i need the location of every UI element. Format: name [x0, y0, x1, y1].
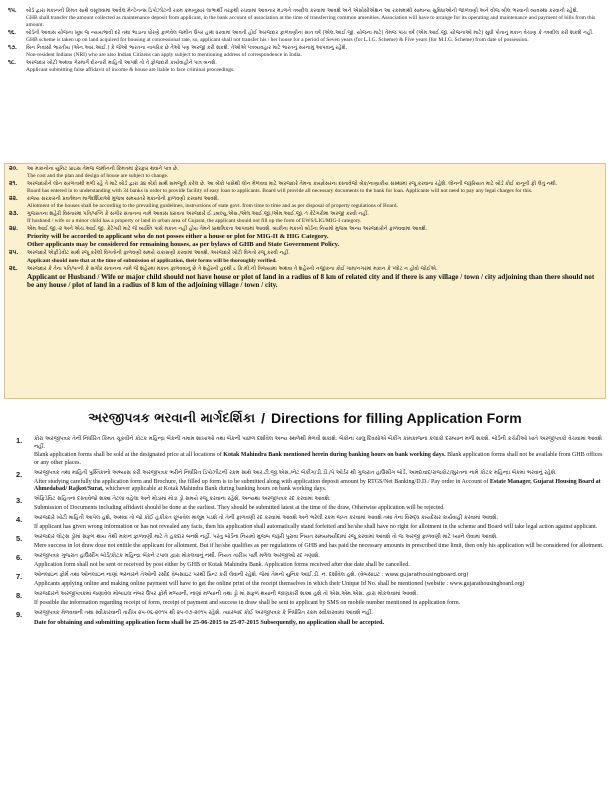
condition-gujarati-text: અરજદાર ખોટી અથવા ગેરમાર્ગે દોરનારી માહિતી આપશે તો તે ફોજદારી કાર્યવાહીને પાત્ર બનશે.: [26, 60, 217, 67]
condition-number: ૨૦.: [9, 166, 18, 172]
direction-item-1: [8, 436, 604, 467]
direction-english-text: Mere success in lot draw dose not entitle the applicant for allotment. But if he/she qualifies as per regulations of GHB and has paid the necessary amounts in prescribed time limit, then only his application will be considered for allotment.: [34, 543, 604, 549]
condition-number: ૧૬.: [8, 30, 16, 37]
direction-number: 2.: [16, 470, 23, 479]
directions-heading-separator: /: [261, 410, 265, 426]
direction-gujarati-text: અરજદારને અરજીપત્રકમાં જણાવેલ મોબાઇલ નંબર ઉપર ફોર્મ મળ્યાની, નાણાં મળ્યાની તથા ડ્રો માં સફળ થયાની જાણકારી શક્ય હશે તો એસ.એમ.એસ. દ્વારા મોકલવામાં આવશે.: [34, 591, 419, 598]
direction-item-2: [8, 470, 604, 493]
direction-english-text: Application form shall not be sent or received by post either by GHB or Kotak Mahindra Bank. Application forms received after due date shall be cancelled.: [34, 562, 410, 568]
condition-item-25: [9, 250, 599, 264]
direction-item-4: [8, 515, 604, 531]
condition-gujarati-text: બિન નિવાસી ભારતીય (એન.આર.આઈ.) કે જેઓ ભારતના નાગરિક છે તેઓ પણ અરજી કરી શકશે. તેઓએ પત્રવ્યવહાર માટે ભારતનું સરનામું આપવાનું રહેશે.: [26, 45, 348, 52]
condition-gujarati-text: ગુજરાતના શહેરી વિસ્તારમાં પતિ/પત્નિ કે સગીર સંતાનના નામે આવાસ ધરાવતા અરજદારે ઈ.ડબલ્યુ.એસ./એલ.આઈ.જી./એમ.આઈ.જી.-૧ કેટેગરીમાં અરજી કરવી નહીં.: [27, 211, 369, 218]
direction-english-tail: whichever applicable at Kotak Mahindra Bank during banking hours on bank working days.: [103, 486, 327, 492]
direction-gujarati-text: અરજીપત્રક તથા માહિતી પુસ્તિકાનો અભ્યાસ કરી અરજીપત્રક ભરીને નિર્ધારિત ડિપોઝીટની રકમ સાથે આર.ટી.જી.એસ./નેટ બેંકીંગ/ડી.ડી./પે ઓર્ડર થી ગુજરાત હાઉસીંગ બોર્ડ, અમદાવાદ/રાજકોટ/સુરતના નામે કોટક મહિન્દ્રા બેંકમાં ભરવાનું રહેશે.: [34, 470, 557, 476]
direction-gujarati-text: ઓનલાઇન ફોર્મ તથા ઓનલાઇન નાણાં ભરનારને તેઓની રસીદ વેબસાઇટ પરથી પ્રિન્ટ કરી લેવાની રહેશે. જેમાં તેમનો યુનિક આઈ.ડી. ન. દર્શાવેલ હશે. (વેબસાઇટ : www.gujarathousingboard.org): [34, 572, 469, 579]
directions-heading-english: Directions for filling Application Form: [270, 410, 522, 426]
directions-heading-gujarati: અરજીપત્રક ભરવાની માર્ગદર્શિકા: [88, 410, 256, 426]
direction-gujarati-text: કોરા અરજીપત્રક તેની નિર્ધારિત કિંમત ચૂકવીને કોટક મહિન્દ્રા બેંકની તમામ શાખાઓ તથા બેંકની પાછળ દર્શાવેલ અન્ય સ્થળેથી મેળવી શકાશે. બેંકોના ચાલુ દિવસોએ બેંકીંગ કામકાજના કલાકો દરમ્યાન મળી શકશે. બોર્ડની કચેરીઓ ખાતે અરજીપત્રકો વેચવામાં આવશે નહીં.: [34, 436, 602, 450]
condition-english-text: Applicant should note that at the time of submission of application, their forms will be thoroughly verified.: [27, 257, 277, 264]
condition-number: ૨૬.: [9, 265, 18, 272]
condition-number: ૨૧.: [9, 181, 18, 188]
condition-number: ૨૨.: [9, 196, 18, 203]
conditions-top-section: [4, 6, 606, 160]
direction-english-text: Submission of Documents including affidavit should be done at the earliest. They should be submitted latest at the time of the draw, Otherwise application will be rejected.: [34, 505, 445, 511]
condition-item-24: [9, 226, 599, 249]
condition-gujarati-text: બોર્ડ દ્વારા મકાનની કિંમત સાથે વસૂલવામાં આવેલ મેન્ટેનન્સ ડિપોઝીટની રકમ ક્રમાનુસાર લાભાર્થી તરફથી રચવામાં આવનાર મંડળને તબદીલ કરવામાં આવશે અને એસોસીએશન આ રકમમાંથી સામાન્ય સુવિધાઓની જાળવણી અને વીજ બીલ ભરવાની વ્યવસ્થા કરવાની રહેશે.: [26, 8, 579, 14]
direction-item-3: [8, 496, 604, 512]
condition-english-text: Other applicants may be considered for remaining houses, as per bylaws of GHB and State Government Policy.: [27, 241, 340, 249]
condition-english-text: Non-resident Indians (NRI) who are also Indian Citizens can apply subject to mentioning address of correspondence in India.: [26, 52, 302, 59]
condition-number: ૨૩.: [9, 211, 19, 218]
direction-gujarati-text: અરજીપત્રક મેળવવાની તથા સ્વીકારવાની તારીખ ૨૫-૦૬-૨૦૧૫ થી ૨૫-૦૭-૨૦૧૫ રહેશે. ત્યારબાદ કોઈ અરજીપત્રક કે નિર્ધારિત રકમ સ્વીકારવામાં આવશે નહીં.: [34, 610, 374, 617]
condition-number: ૧૭.: [8, 45, 17, 52]
condition-english-text: Applicant submitting false affidavit of income & house are liable to face criminal proceedings.: [26, 67, 235, 74]
direction-gujarati-text: અરજદારે ખોટી માહિતી આપેલ હશે, અથવા તો જો કોઈ હકીકત છૂપાવેલ માલૂમ પડશે તો તેની ફાળવણી રદ કરવામાં આવશે અને ભરેલી રકમ જપ્ત કરવામાં આવશે તથા તેના વિરુદ્ધ કાયદેસર કાર્યવાહી કરવામાં આવશે.: [34, 515, 499, 522]
condition-number: ૧૫.: [8, 8, 17, 14]
condition-english-text: The cost and the plan and design of house are subject to change.: [27, 173, 169, 180]
condition-item-17: [8, 45, 600, 59]
direction-english-text: If possible the information regarding receipt of form, receipt of payment and success in draw shall be sent to applicant by SMS on mobile number mentioned in application form.: [34, 600, 461, 606]
condition-gujarati-text: રાજ્ય સરકારની પ્રવર્તમાન માર્ગદર્શિકાઓ મુજબ સમયાંતરે મકાનોની ફાળવણી કરવામાં આવશે.: [27, 196, 220, 203]
direction-english-bold: Kotak Mahindra Bank mentioned herein during banking hours on bank working days.: [223, 452, 446, 459]
condition-item-16: [8, 30, 600, 44]
condition-english-text: If husband / wife or a minor child has a property or land in urban area of Gujarat, the applicant should not fill up the form of EWS/LIG/MIG-I category.: [27, 218, 362, 225]
direction-gujarati-text: એફિડેવિટ સહિતના દસ્તાવેજો શક્ય તેટલા વહેલા અને મોડામાં મોડા ડ્રો સમયે રજૂ કરવાના રહેશે, અન્યથા અરજીપત્રક રદ કરવામાં આવશે.: [34, 496, 331, 503]
condition-number: ૨૪.: [9, 226, 18, 233]
condition-english-text: GHB scheme is taken up on land acquired for housing at concessional rate, so, applicant shall not transfer his / her house for a period of Seven years (for L.I.G. Scheme) & Five years (for M.I.G. Scheme) from date of possession.: [26, 37, 529, 44]
direction-number: 1.: [16, 436, 23, 445]
direction-number: 7.: [16, 572, 23, 582]
condition-english-text: Applicant or Husband / Wife or major child should not have house or plot of land in a radius of 8 km of related city and if there is any village / town / city adjoining than there should not be any house / plot of land in a radius of 8 km of the adjoining village / town / city.: [27, 272, 595, 290]
condition-english-text: Priority will be accorded to applicant who do not posses either a house or plot for MIG-II & HIG Category.: [27, 233, 329, 241]
direction-number: 3.: [16, 496, 23, 506]
direction-english-plain: After studying carefully the application form and Brochure, the filled up form is to be submitted along with application deposit amount by RTGS/Net Banking/D.D./ Pay order in Account of: [34, 478, 490, 485]
condition-gujarati-text: એમ.આઈ.જી.-૨ અને એચ.આઈ.જી. કેટેગરી માટે જે વ્યક્તિ પાસે મકાન નહીં હોય તેમને પ્રાથમિકતા આપવામાં આવશે. બાકીના મકાનો બોર્ડના નિયમો મુજબ અન્ય અરજદારોને ફાળવવામાં આવશે.: [27, 226, 428, 233]
direction-english-text: [34, 452, 604, 467]
condition-english-text: Allotment of the houses shall be according to the prevailing guidelines, instructions of state govt. from time to time and as per disposal of property regulations of Board.: [27, 203, 398, 210]
condition-gujarati-text: અરજદારે એફીડેવીટ સાથે રજૂ કરેલી વિગતોની ફાળવણી સમયે ચકાસણી કરવામાં આવશે. અરજદારે ખોટી વિગતો રજૂ કરવી નહીં.: [27, 250, 290, 257]
condition-gujarati-text: આ મકાનોના યુનિટ પ્રાઇસ તેમજ જમીનની કિંમતમાં ફેરફાર થવાને પાત્ર છે.: [27, 166, 179, 172]
direction-english-text: Date for obtaining and submitting application form shall be 25-06-2015 to 25-07-2015 Subsequently, no application shall be accepted.: [34, 619, 385, 626]
direction-english-bold: Estate Manager, Gujarat Housing Board at Ahmedabad/ Rajkot/Surat,: [34, 478, 601, 492]
direction-english-text: [34, 479, 604, 494]
condition-item-20: [9, 166, 599, 180]
direction-number: 9.: [16, 610, 23, 620]
directions-list: [8, 436, 604, 630]
condition-item-22: [9, 196, 599, 210]
direction-item-6: [8, 553, 604, 569]
direction-number: 5.: [16, 534, 23, 544]
condition-gujarati-text: બોર્ડની આવાસ યોજના ખૂબ જ ન્યાયભાવી દરે તથા ભાડાના ધોરણે ફાળવેલ જમીન ઉપર હાથ ધરવામાં આવતી હોઈ અરજદાર ફાળવણીના સાત વર્ષ (એલ.આઈ.જી. યોજના માટે) તેમજ પાંચ વર્ષ (એમ.આઈ.જી. યોજનાઓ માટે) સુધી પોતાનું મકાન વેચાણ કે તબદીલ કરી શકશે નહીં.: [26, 30, 594, 37]
direction-item-8: [8, 591, 604, 607]
conditions-highlight-section: [4, 163, 606, 399]
condition-item-15: [8, 8, 600, 29]
direction-item-5: [8, 534, 604, 550]
condition-number: ૧૮.: [8, 60, 16, 67]
direction-english-text: If applicant has given wrong information or has not revealed any facts, then his application shall automatically stand forfeited and he/she shall have no right for allotment in the scheme and Board will take legal action against applicant.: [34, 524, 598, 530]
direction-number: 8.: [16, 591, 23, 601]
direction-item-7: [8, 572, 604, 588]
direction-gujarati-text: અરજીપત્રક ગુજરાત હાઉસીંગ બોર્ડ/કોટક મહિન્દ્રા બેંકને ટપાલ દ્વારા મોકલવાનું નથી. નિયત તારીખ પછી મળેલ અરજીઓ રદ ગણાશે.: [34, 553, 320, 560]
direction-english-tail: Blank application forms shall not be available from GHB offices or any other places.: [34, 452, 603, 466]
condition-gujarati-text: અરજદારોને લોન સરળતાથી મળી રહે તે માટે બોર્ડ દ્વારા ૩૪ બેંકો સાથે સમજૂતી કરેલ છે. આ બેંકો પાસેથી લોન મેળવવા માટે અરજદારે તેમના કાયદેસરના દસ્તાવેજો બેંક/નાણાકીય સંસ્થામાં રજૂ કરવાના રહેશે. લોનની જરૂરિયાત માટે બોર્ડ કોઈ કાનૂની ફી લેતું નથી.: [27, 181, 558, 188]
condition-item-26: [9, 265, 599, 290]
condition-gujarati-text: અરજદાર કે તેના પતિ/પત્ની કે સગીર સંતાનના નામે જે શહેરમાં મકાન ફાળવવાનું છે તે શહેરની હદથી ૮ કિ.મી.ની ત્રિજ્યામાં અથવા તે શહેરની નજીકના કોઈ ગામ/નગરમાં મકાન કે પ્લોટ ન હોવો જોઈએ.: [27, 265, 438, 272]
direction-item-9: [8, 610, 604, 626]
condition-item-18: [8, 60, 600, 74]
condition-item-21: [9, 181, 599, 195]
direction-english-text: Applicants applying online and making online payment will have to get the online print of the receipt themselves in which their Unique Id No. shall be mentioned (website : www.gujarathousingboard.org): [34, 581, 525, 587]
direction-gujarati-text: અરજદાર લોટ્સ ડ્રોમાં સફળ થાય તેથી મકાન ફાળવણી માટે તે હકદાર બનશે નહીં. પરંતુ બોર્ડના નિયમો મુજબ જરૂરી પુરાવા નિયત સમયમર્યાદામાં રજૂ કરવામાં આવશે તો જ અરજી ફાળવણી માટે ધ્યાને લેવામાં આવશે.: [34, 534, 498, 541]
condition-english-text: Board has entered in to understanding with 34 banks in order to provide facility of easy loan to applicants. Board will provide all necessary documents to the bank for loan. Applicants will not need to pay any legal charges for this.: [27, 188, 533, 195]
directions-heading: [0, 405, 610, 431]
direction-number: 6.: [16, 553, 23, 563]
condition-english-text: GHB shall transfer the amount collected as maintenance deposit from applicant, in the bank account of association at the time of transferring common amenities. Association will have to arrange for its operating and maintenance and payment of bills from this amount.: [26, 15, 596, 29]
direction-number: 4.: [16, 515, 23, 525]
condition-item-23: [9, 211, 599, 225]
condition-number: ૨૫.: [9, 250, 19, 257]
direction-english-plain: Blank application forms shall be sold at the designated price at all locations of: [34, 452, 224, 459]
